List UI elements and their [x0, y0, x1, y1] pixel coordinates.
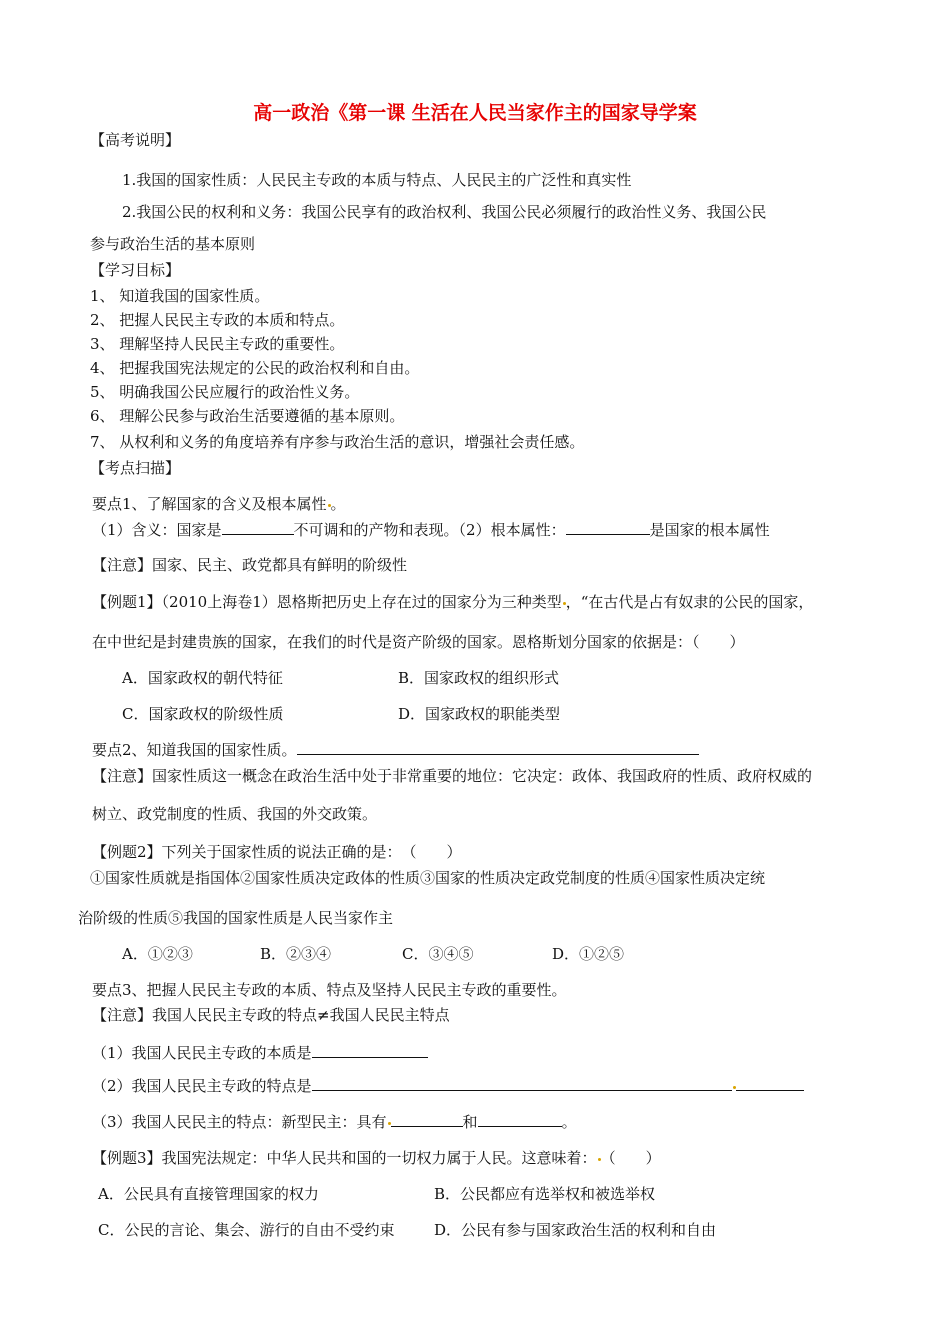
fill-blank[interactable]: [566, 520, 650, 535]
keypoint-3-item-2: [92, 1076, 804, 1096]
example-1-option[interactable]: C．国家政权的阶级性质: [122, 705, 284, 723]
example-2-option[interactable]: B．②③④: [260, 945, 332, 963]
goal-item: 6、 理解公民参与政治生活要遵循的基本原则。: [90, 407, 405, 425]
fill-blank[interactable]: [222, 520, 294, 535]
example-1-option[interactable]: B．国家政权的组织形式: [398, 669, 560, 687]
section-gaokao-heading: 【高考说明】: [90, 131, 181, 149]
fill-blank[interactable]: [478, 1112, 562, 1127]
fill-text: 。: [561, 1113, 577, 1131]
fill-text: 不可调和的产物和表现。（2）根本属性：: [293, 521, 566, 539]
note-2-line-2: 树立、政党制度的性质、我国的外交政策。: [92, 805, 378, 823]
example-3-text: （ ）: [600, 1149, 661, 1167]
fill-blank[interactable]: [297, 740, 699, 755]
goal-item: 7、 从权利和义务的角度培养有序参与政治生活的意识，增强社会责任感。: [90, 433, 585, 451]
example-3-option[interactable]: A．公民具有直接管理国家的权力: [98, 1185, 319, 1203]
example-3-text: 【例题3】我国宪法规定：中华人民共和国的一切权力属于人民。这意味着：: [92, 1149, 597, 1167]
example-1-text: ，“在古代是占有奴隶的公民的国家，: [565, 593, 814, 611]
example-1-line-1: [92, 592, 813, 612]
fill-text: 和: [462, 1113, 478, 1131]
example-1-text: 【例题1】（2010上海卷1）恩格斯把历史上存在过的国家分为三种类型: [92, 593, 562, 611]
keypoint-1-end: 。: [330, 495, 346, 513]
goal-item: 1、 知道我国的国家性质。: [90, 287, 270, 305]
gaokao-item-2: 2.我国公民的权利和义务：我国公民享有的政治权利、我国公民必须履行的政治性义务、我国公民: [122, 203, 767, 221]
example-2-option[interactable]: D．①②⑤: [552, 945, 625, 963]
fill-blank[interactable]: [736, 1076, 804, 1091]
goal-item: 5、 明确我国公民应履行的政治性义务。: [90, 383, 360, 401]
fill-text: （3）我国人民民主的特点：新型民主：具有: [92, 1113, 387, 1131]
example-2-option[interactable]: A．①②③: [122, 945, 193, 963]
example-2-line-1: ①国家性质就是指国体②国家性质决定政体的性质③国家的性质决定政党制度的性质④国家性质决定统: [90, 869, 766, 887]
fill-blank[interactable]: [312, 1043, 428, 1058]
example-3-option[interactable]: C．公民的言论、集会、游行的自由不受约束: [98, 1221, 395, 1239]
example-2-question: 【例题2】下列关于国家性质的说法正确的是： （ ）: [92, 843, 462, 861]
fill-text: （1）我国人民民主专政的本质是: [92, 1044, 312, 1062]
example-3-option[interactable]: B．公民都应有选举权和被选举权: [434, 1185, 656, 1203]
note-1: 【注意】国家、民主、政党都具有鲜明的阶级性: [92, 556, 408, 574]
example-2-line-2: 治阶级的性质⑤我国的国家性质是人民当家作主: [78, 909, 394, 927]
example-1-line-2: 在中世纪是封建贵族的国家，在我们的时代是资产阶级的国家。恩格斯划分国家的依据是：（ ）: [92, 633, 745, 651]
goal-item: 3、 理解坚持人民民主专政的重要性。: [90, 335, 345, 353]
fill-blank[interactable]: [391, 1112, 463, 1127]
fill-text: （2）我国人民民主专政的特点是: [92, 1077, 312, 1095]
gaokao-item-1: 1.我国的国家性质：人民民主专政的本质与特点、人民民主的广泛性和真实性: [122, 171, 632, 189]
note-3: 【注意】我国人民民主专政的特点≠我国人民民主特点: [92, 1006, 450, 1024]
example-3-option[interactable]: D．公民有参与国家政治生活的权利和自由: [434, 1221, 717, 1239]
fill-blank[interactable]: [312, 1076, 732, 1091]
goal-item: 2、 把握人民民主专政的本质和特点。: [90, 311, 345, 329]
gaokao-item-2-cont: 参与政治生活的基本原则: [90, 235, 256, 253]
page-title: 高一政治《第一课 生活在人民当家作主的国家导学案: [253, 102, 697, 124]
section-goals-heading: 【学习目标】: [90, 261, 181, 279]
example-1-option[interactable]: A．国家政权的朝代特征: [122, 669, 283, 687]
note-2-line-1: 【注意】国家性质这一概念在政治生活中处于非常重要的地位：它决定：政体、我国政府的性质、政府权威的: [92, 767, 813, 785]
keypoint-1: [92, 494, 346, 514]
example-3-question: [92, 1148, 661, 1168]
section-scan-heading: 【考点扫描】: [90, 459, 181, 477]
keypoint-1-fill: [92, 520, 770, 540]
keypoint-2: [92, 740, 699, 760]
keypoint-3: 要点3、把握人民民主专政的本质、特点及坚持人民民主专政的重要性。: [92, 981, 567, 999]
example-2-option[interactable]: C．③④⑤: [402, 945, 474, 963]
fill-text: （1）含义：国家是: [92, 521, 222, 539]
fill-text: 是国家的根本属性: [649, 521, 770, 539]
keypoint-3-item-1: [92, 1043, 428, 1063]
keypoint-2-text: 要点2、知道我国的国家性质。: [92, 741, 297, 759]
keypoint-1-text: 要点1、了解国家的含义及根本属性: [92, 495, 327, 513]
example-1-option[interactable]: D．国家政权的职能类型: [398, 705, 561, 723]
keypoint-3-item-3: [92, 1112, 577, 1132]
goal-item: 4、 把握我国宪法规定的公民的政治权利和自由。: [90, 359, 420, 377]
